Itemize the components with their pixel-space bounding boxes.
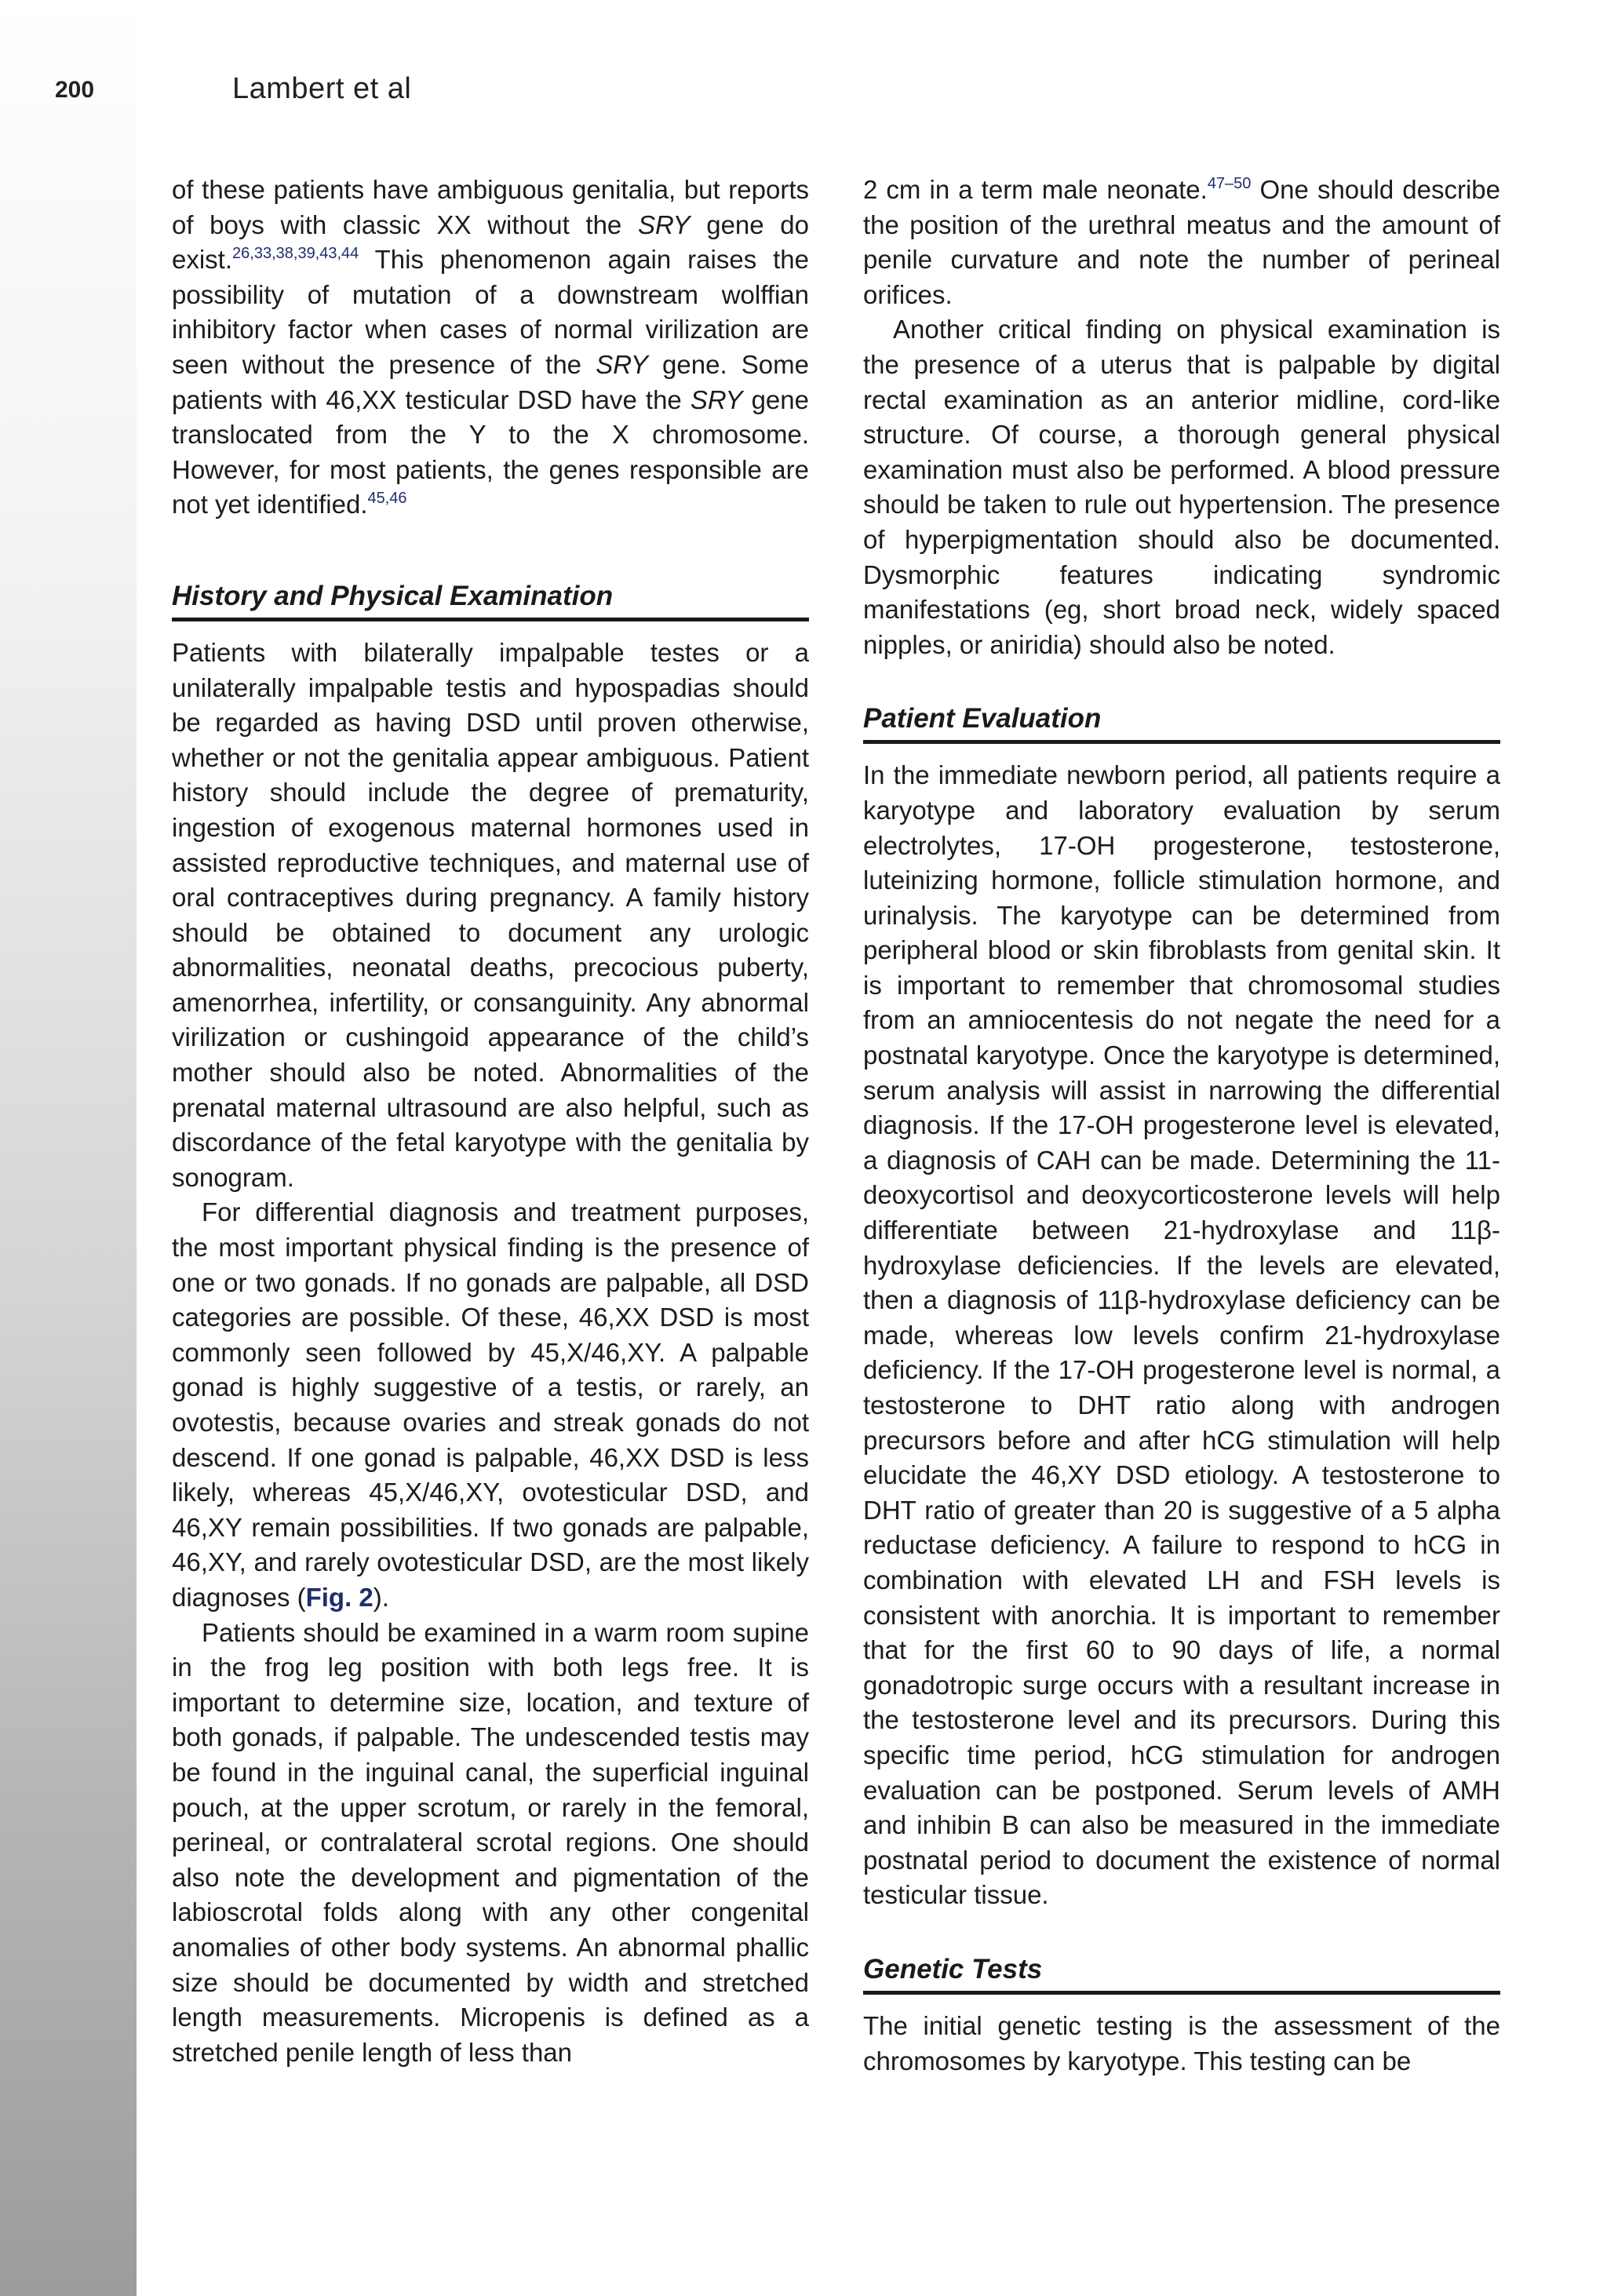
section-heading-evaluation: Patient Evaluation xyxy=(863,703,1500,744)
continued-paragraph: 2 cm in a term male neonate.$^{47-50}$ One should describe the position of the urethral meatus and the amount of penile curvature and note the number of perineal orifices. xyxy=(863,175,1501,309)
left-column xyxy=(172,173,809,2070)
section-heading-genetic: Genetic Tests xyxy=(863,1954,1500,1995)
intro-paragraph: of these patients have ambiguous genitalia, but reports of boys with classic XX without the SRY gene do exist.$^{26,33,38,39,43,44}$ This phenomenon again raises the possibility of mutation of a downstream wolffian inhibitory factor when cases of normal virilization are seen without the presence of the SRY gene. Some patients with 46,XX testicular DSD have the SRY gene translocated from the Y to the X chromosome. However, for most patients, the genes responsible are not yet identified.$^{45,46}$ xyxy=(172,175,810,519)
citation-ref[interactable]: 45,46 xyxy=(367,490,407,508)
section-heading-history: History and Physical Examination xyxy=(172,581,809,621)
page-number: 200 xyxy=(55,77,95,103)
page-margin-shading xyxy=(0,0,137,2296)
history-paragraph-3: Patients should be examined in a warm room supine in the frog leg position with both legs free. It is important to determine size, location, and texture of both gonads, if palpable. The undescended testis may be found in the inguinal canal, the superficial inguinal pouch, at the upper scrotum, or rarely in the femoral, perineal, or contralateral scrotal regions. One should also note the development and pigmentation of the labioscrotal folds along with any other congenital anomalies of other body systems. An abnormal phallic size should be documented by width and stretched length measurements. Micropenis is defined as a stretched penile length of less than xyxy=(172,1617,809,2067)
history-paragraph-1: Patients with bilaterally impalpable testes or a unilaterally impalpable testis and hypospadias should be regarded as having DSD until proven otherwise, whether or not the genitalia appear ambiguous. Patient history should include the degree of prematurity, ingestion of exogenous maternal hormones used in assisted reproductive techniques, and maternal use of oral contraceptives during pregnancy. A family history should be obtained to document any urologic abnormalities, neonatal deaths, precocious puberty, amenorrhea, infertility, or consanguinity. Any abnormal virilization or cushingoid appearance of the child’s mother should also be noted. Abnormalities of the prenatal maternal ultrasound are also helpful, such as discordance of the fetal karyotype with the genitalia by sonogram. xyxy=(172,637,809,1192)
citation-ref[interactable]: 26,33,38,39,43,44 xyxy=(232,245,359,263)
history-paragraph-2: For differential diagnosis and treatment purposes, the most important physical finding is the presence of one or two gonads. If no gonads are palpable, all DSD categories are possible. Of these, 46,XX DSD is most commonly seen followed by 45,X/46,XY. A palpable gonad is highly suggestive of a testis, or rarely, an ovotestis, because ovaries and streak gonads do not descend. If one gonad is palpable, 46,XX DSD is less likely, whereas 45,X/46,XY, ovotesticular DSD, and 46,XY remain possibilities. If two gonads are palpable, 46,XY, and rarely ovotesticular DSD, are the most likely diagnoses (Fig. 2). xyxy=(172,1197,809,1612)
evaluation-paragraph: In the immediate newborn period, all patients require a karyotype and laboratory evaluation by serum electrolytes, 17-OH progesterone, testosterone, luteinizing hormone, follicle stimulation hormone, and urinalysis. The karyotype can be determined from peripheral blood or skin fibroblasts from genital skin. It is important to remember that chromosomal studies from an amniocentesis do not negate the need for a postnatal karyotype. Once the karyotype is determined, serum analysis will assist in narrowing the differential diagnosis. If the 17-OH progesterone level is elevated, a diagnosis of CAH can be made. Determining the 11-deoxycortisol and deoxycorticosterone levels will help differentiate between 21-hydroxylase and 11β-hydroxylase deficiencies. If the levels are elevated, then a diagnosis of 11β-hydroxylase deficiency can be made, whereas low levels confirm 21-hydroxylase deficiency. If the 17-OH progesterone level is normal, a testosterone to DHT ratio along with androgen precursors before and after hCG stimulation will help elucidate the 46,XY DSD etiology. A testosterone to DHT ratio of greater than 20 is suggestive of a 5 alpha reductase deficiency. A failure to respond to hCG in combination with elevated LH and FSH levels is consistent with anorchia. It is important to remember that for the first 60 to 90 days of life, a normal gonadotropic surge occurs with a resultant increase in the testosterone level and its precursors. During this specific time period, hCG stimulation for androgen evaluation can be postponed. Serum levels of AMH and inhibin B can also be measured in the immediate postnatal period to document the existence of normal testicular tissue. xyxy=(863,760,1500,1910)
genetic-paragraph: The initial genetic testing is the assessment of the chromosomes by karyotype. This testing can be xyxy=(863,2010,1500,2076)
exam-paragraph-2: Another critical finding on physical examination is the presence of a uterus that is palpable by digital rectal examination as an anterior midline, cord-like structure. Of course, a thorough general physical examination must also be performed. A blood pressure should be taken to rule out hypertension. The presence of hyperpigmentation should also be documented. Dysmorphic features indicating syndromic manifestations (eg, short broad neck, widely spaced nipples, or aniridia) should also be noted. xyxy=(863,315,1500,659)
right-column xyxy=(863,173,1500,2079)
figure-link[interactable]: Fig. 2 xyxy=(305,1582,374,1612)
running-head: Lambert et al xyxy=(232,72,412,105)
citation-ref[interactable]: 47–50 xyxy=(1207,175,1252,192)
